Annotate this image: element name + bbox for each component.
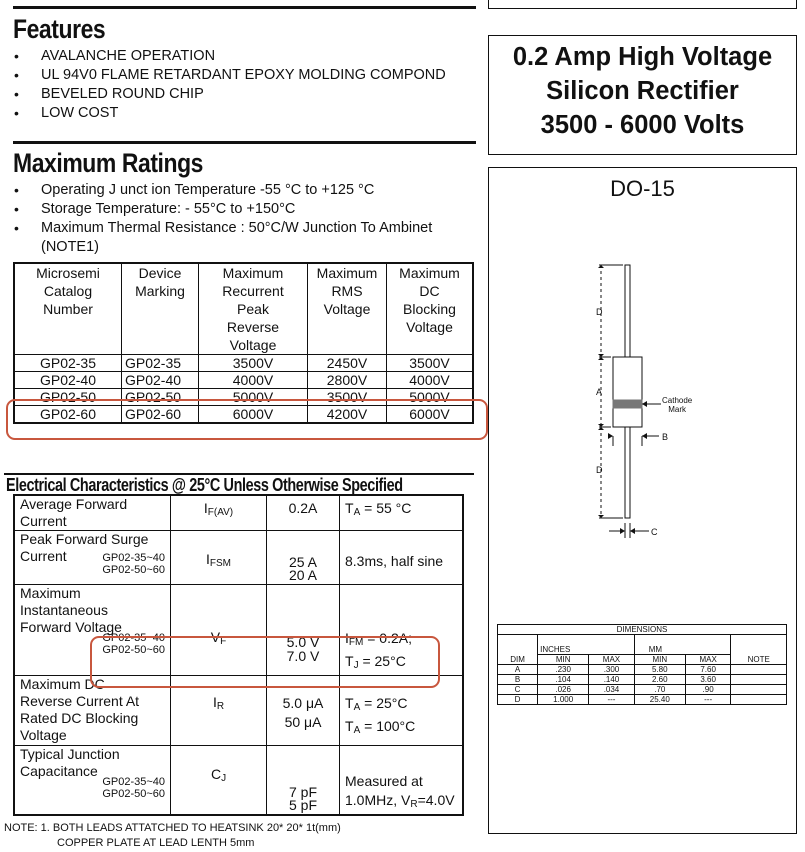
label-d-top: D: [596, 307, 603, 317]
top-right-box: [488, 0, 797, 9]
col-header-rms-voltage: Maximum RMS Voltage: [308, 263, 387, 355]
cell-peak-voltage: 6000V: [199, 406, 308, 424]
symbol-cell: $V_F$: [171, 585, 267, 676]
dim-cell: 25.40: [634, 695, 685, 705]
label-d-bottom: D: [596, 465, 603, 475]
footnote-line-1: NOTE: 1. BOTH LEADS ATTATCHED TO HEATSINK 20* 20* 1t(mm): [4, 822, 341, 834]
dim-cell: .026: [538, 685, 589, 695]
dim-cell: D: [498, 695, 538, 705]
dim-cell: .140: [589, 675, 635, 685]
value-cell: 25 A 20 A: [267, 531, 340, 585]
table-row: [14, 531, 463, 585]
elec-heading: Electrical Characteristics @ 25°C Unless Otherwise Specified: [6, 474, 403, 495]
cell-peak-voltage: 4000V: [199, 372, 308, 389]
dim-cell: [731, 685, 787, 695]
param-cell: Maximum Instantaneous Forward Voltage GP02-35~40 GP02-50~60: [14, 585, 171, 676]
footnote-line-2: COPPER PLATE AT LEAD LENTH 5mm: [57, 837, 255, 849]
dim-cell: .104: [538, 675, 589, 685]
cell-catalog: GP02-60: [14, 406, 122, 424]
features-heading: Features: [13, 14, 106, 44]
param-cell: Average Forward Current: [14, 495, 171, 531]
dim-cell: ---: [589, 695, 635, 705]
dim-cell: 7.60: [685, 665, 731, 675]
dim-max-header: MAX: [685, 655, 731, 665]
dim-title: DIMENSIONS: [498, 625, 787, 635]
dim-cell: C: [498, 685, 538, 695]
cell-dc-voltage: 6000V: [387, 406, 474, 424]
dim-min-header: MIN: [634, 655, 685, 665]
dim-mm-header: MM: [634, 635, 731, 655]
condition-cell: $T_A = 25^\circ C$ $T_A = 100^\circ C$: [340, 676, 464, 746]
table-row: [14, 495, 463, 531]
package-name: DO-15: [610, 176, 675, 201]
col-header-catalog: Microsemi Catalog Number: [14, 263, 122, 355]
col-header-dc-voltage: Maximum DC Blocking Voltage: [387, 263, 474, 355]
dim-cell: [731, 695, 787, 705]
cell-rms-voltage: 2450V: [308, 355, 387, 372]
value-cell: 7 pF 5 pF: [267, 746, 340, 816]
max-ratings-heading: Maximum Ratings: [13, 148, 204, 178]
cell-marking: GP02-50: [122, 389, 199, 406]
dim-cell: [731, 665, 787, 675]
cell-catalog: GP02-40: [14, 372, 122, 389]
symbol-cell: $C_J$: [171, 746, 267, 816]
feature-item: • LOW COST: [14, 104, 479, 123]
feature-item: • AVALANCHE OPERATION: [14, 47, 479, 66]
dim-cell: .034: [589, 685, 635, 695]
cell-marking: GP02-35: [122, 355, 199, 372]
footnote: [4, 821, 341, 851]
symbol-cell: $I_R$: [171, 676, 267, 746]
dim-cell: .230: [538, 665, 589, 675]
top-rule-left: [13, 6, 476, 9]
cell-marking: GP02-60: [122, 406, 199, 424]
condition-cell: $T_A = 55$ °C: [340, 495, 464, 531]
value-cell: 5.0 μA 50 μA: [267, 676, 340, 746]
dim-title-row: [498, 625, 787, 635]
value-cell: 5.0 V 7.0 V: [267, 585, 340, 676]
max-ratings-list: [14, 181, 479, 257]
package-outline-drawing: [489, 168, 796, 568]
product-title-line-1: 0.2 Amp High Voltage: [512, 43, 773, 71]
table-row: [498, 665, 787, 675]
cell-dc-voltage: 4000V: [387, 372, 474, 389]
cell-marking: GP02-40: [122, 372, 199, 389]
label-a: A: [596, 387, 603, 397]
dim-cell: 2.60: [634, 675, 685, 685]
table-row: [14, 746, 463, 816]
symbol-cell: $I_{F(AV)}$: [171, 495, 267, 531]
highlight-box-gp02-60: [6, 399, 488, 440]
product-title-line-3: 3500 - 6000 Volts: [540, 111, 745, 139]
product-title-box: [488, 35, 797, 155]
dim-cell: ---: [685, 695, 731, 705]
condition-cell: Measured at 1.0MHz, $V_R=4.0V$: [340, 746, 464, 816]
cell-peak-voltage: 3500V: [199, 355, 308, 372]
label-b: B: [662, 432, 669, 442]
param-cell: Typical Junction Capacitance GP02-35~40 GP02-50~60: [14, 746, 171, 816]
param-cell: Maximum DC Reverse Current At Rated DC Blocking Voltage: [14, 676, 171, 746]
dim-inches-header: INCHES: [538, 635, 635, 655]
cell-dc-voltage: 3500V: [387, 355, 474, 372]
cell-peak-voltage: 5000V: [199, 389, 308, 406]
cell-catalog: GP02-50: [14, 389, 122, 406]
product-title-line-2: Silicon Rectifier: [546, 77, 739, 105]
dim-cell: .300: [589, 665, 635, 675]
condition-cell: 8.3ms, half sine: [340, 531, 464, 585]
table-row: [14, 355, 473, 372]
package-box: [488, 167, 797, 834]
cell-dc-voltage: 5000V: [387, 389, 474, 406]
value-cell: 0.2A: [267, 495, 340, 531]
dimensions-table: [497, 624, 787, 705]
dim-min-header: MIN: [538, 655, 589, 665]
cell-rms-voltage: 4200V: [308, 406, 387, 424]
features-list: [14, 47, 479, 123]
rating-item: • Maximum Thermal Resistance : 50°C/W Junction To Ambinet (NOTE1): [14, 219, 479, 257]
col-header-peak-voltage: Maximum Recurrent Peak Reverse Voltage: [199, 263, 308, 355]
dim-col-header: DIM: [498, 635, 538, 665]
dim-group-row: [498, 635, 787, 655]
param-cell: Peak Forward Surge Current GP02-35~40 GP02-50~60: [14, 531, 171, 585]
table-row: [498, 685, 787, 695]
feature-item: • UL 94V0 FLAME RETARDANT EPOXY MOLDING COMPOND: [14, 66, 479, 85]
table-row: [498, 675, 787, 685]
col-header-marking: Device Marking: [122, 263, 199, 355]
feature-item: • BEVELED ROUND CHIP: [14, 85, 479, 104]
dim-cell: 1.000: [538, 695, 589, 705]
label-c: C: [651, 527, 658, 537]
table-header-row: [14, 263, 473, 355]
dim-cell: 5.80: [634, 665, 685, 675]
features-rule: [13, 141, 476, 144]
dim-cell: B: [498, 675, 538, 685]
dim-cell: [731, 675, 787, 685]
dim-cell: A: [498, 665, 538, 675]
condition-cell: $I_{FM} = 0.2A$; $T_J = 25^\circ C$: [340, 585, 464, 676]
rating-item: • Operating J unct ion Temperature -55 °C to +125 °C: [14, 181, 479, 200]
symbol-cell: $I_{FSM}$: [171, 531, 267, 585]
dim-note-header: NOTE: [731, 635, 787, 665]
dim-max-header: MAX: [589, 655, 635, 665]
cell-catalog: GP02-35: [14, 355, 122, 372]
dim-cell: 3.60: [685, 675, 731, 685]
rating-item: • Storage Temperature: - 55°C to +150°C: [14, 200, 479, 219]
highlight-box-forward-voltage: [90, 636, 440, 688]
cell-rms-voltage: 3500V: [308, 389, 387, 406]
table-row: [14, 372, 473, 389]
table-row: [498, 695, 787, 705]
cell-rms-voltage: 2800V: [308, 372, 387, 389]
dim-cell: .70: [634, 685, 685, 695]
label-cathode-mark: Cathode Mark: [662, 396, 693, 414]
dim-cell: .90: [685, 685, 731, 695]
